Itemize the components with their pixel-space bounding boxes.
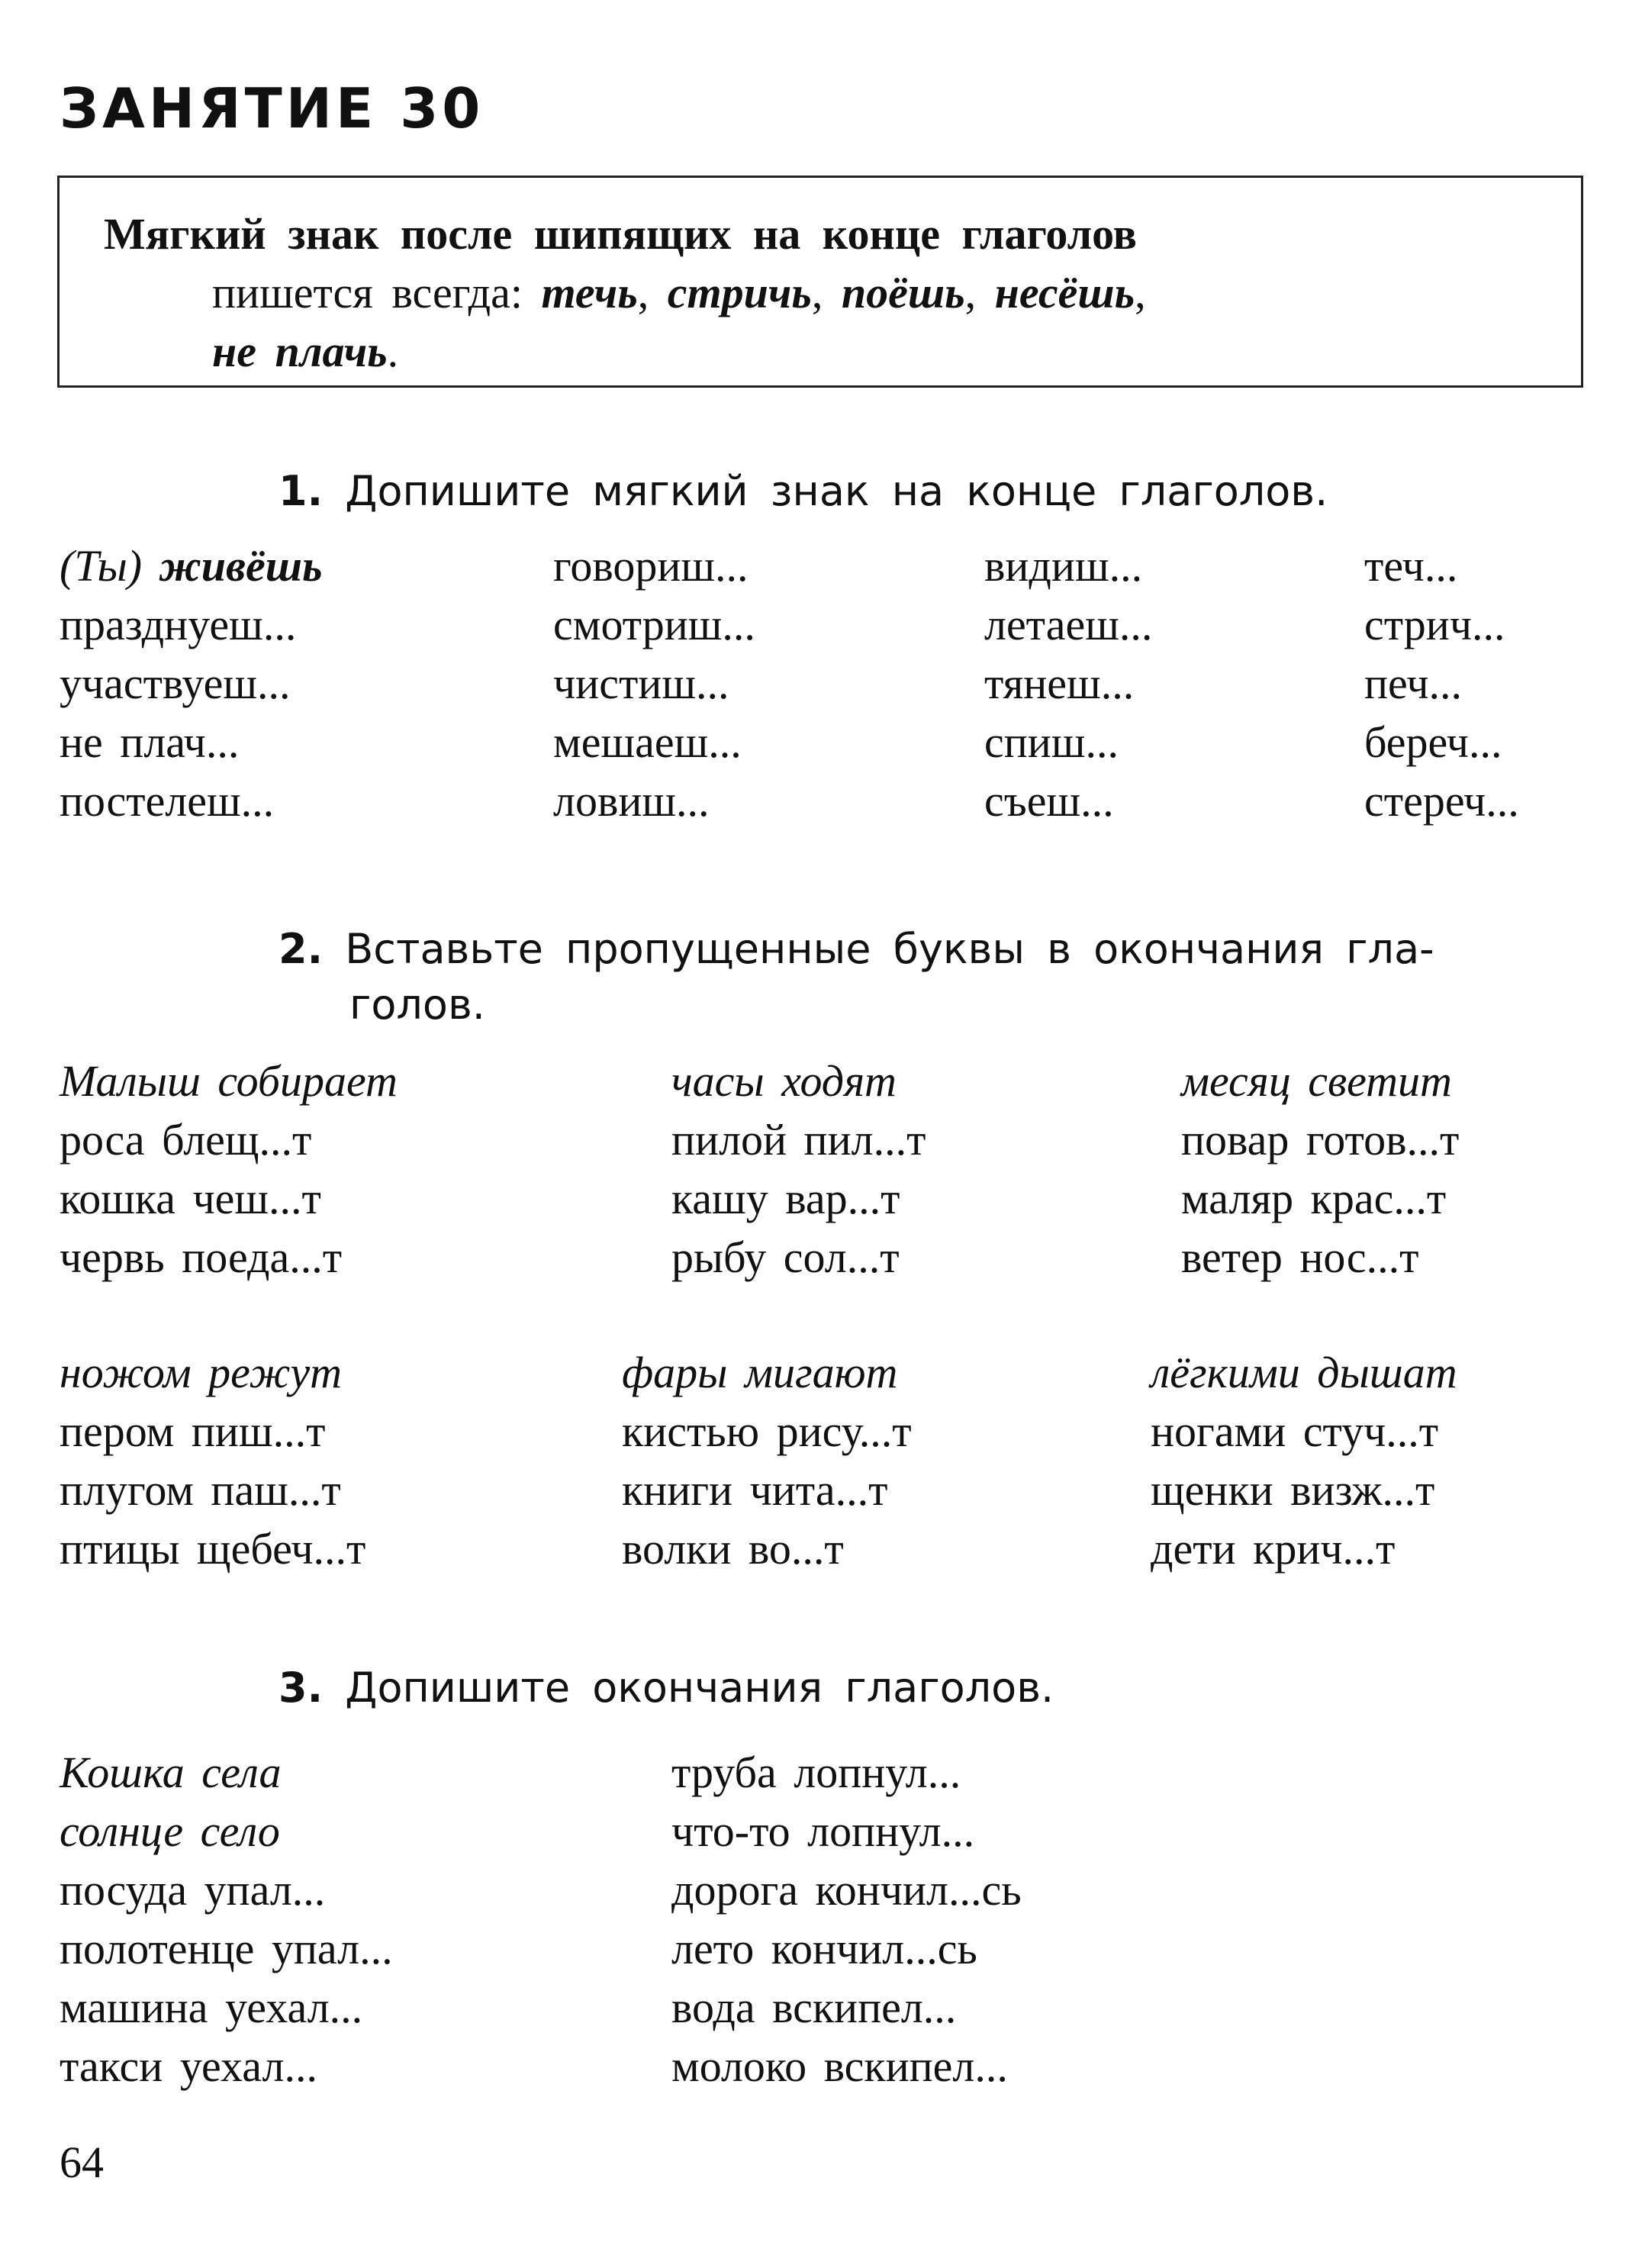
word-item: кашу вар...т (671, 1174, 900, 1223)
exercise-2-block-1-column-1 (60, 1052, 398, 1287)
word-item: молоко вскипел... (671, 2041, 1008, 2091)
word-item: машина уехал... (60, 1983, 363, 2032)
word-item: постелеш... (60, 776, 275, 826)
word-item: теч... (1364, 541, 1458, 591)
exercise-2-block-2-column-1 (60, 1343, 365, 1578)
word-item: стрич... (1364, 600, 1505, 649)
exercise-1-column-4 (1364, 536, 1519, 830)
word-item: лето кончил...сь (671, 1924, 977, 1973)
rule-example: стричь (667, 268, 812, 317)
word-item: маляр крас...т (1181, 1174, 1447, 1223)
rule-separator: , (637, 268, 649, 317)
word-item: роса блещ...т (60, 1115, 312, 1165)
exercise-3-column-1 (60, 1743, 393, 2096)
example-verb: живёшь (159, 541, 323, 591)
exercise-2-block-1-column-2 (671, 1052, 926, 1287)
rule-example: течь (541, 268, 638, 317)
word-item: видиш... (984, 541, 1143, 591)
word-item: кошка чеш...т (60, 1174, 321, 1223)
rule-example: поёшь (841, 268, 965, 317)
exercise-3-column-2 (671, 1743, 1022, 2096)
word-item: вода вскипел... (671, 1983, 957, 2032)
word-item: птицы щебеч...т (60, 1524, 366, 1574)
word-item: ногами стуч...т (1151, 1406, 1439, 1456)
word-item: рыбу сол...т (671, 1232, 900, 1282)
word-item: дети крич...т (1151, 1524, 1396, 1574)
word-item: стереч... (1364, 776, 1519, 826)
word-item: что-то лопнул... (671, 1806, 975, 1856)
example-phrase: часы ходят (671, 1056, 897, 1106)
word-item: говориш... (553, 541, 749, 591)
rule-separator: , (964, 268, 977, 317)
word-item: такси уехал... (60, 2041, 317, 2091)
word-item: летаеш... (984, 600, 1153, 649)
example-phrase: лёгкими дышат (1151, 1348, 1457, 1397)
example-pronoun: (Ты) (60, 541, 143, 591)
word-item: спиш... (984, 717, 1119, 767)
word-item: кистью рису...т (622, 1406, 912, 1456)
exercise-2-block-1-column-3 (1181, 1052, 1459, 1287)
word-item: пером пиш...т (60, 1406, 326, 1456)
word-item: береч... (1364, 717, 1502, 767)
exercise-instruction: Вставьте пропущенные буквы в окончания гла- (345, 925, 1434, 973)
word-item: книги чита...т (622, 1465, 888, 1515)
word-item: тянеш... (984, 659, 1135, 708)
example-phrase: Кошка села (60, 1748, 282, 1797)
exercise-number: 3. (278, 1664, 324, 1712)
example-phrase: солнце село (60, 1806, 280, 1856)
rule-line-1: Мягкий знак после шипящих на конце глаголов (104, 209, 1137, 259)
exercise-2-heading (278, 925, 1434, 973)
word-item: повар готов...т (1181, 1115, 1460, 1165)
exercise-2-block-2-column-3 (1151, 1343, 1457, 1578)
word-item: мешаеш... (553, 717, 742, 767)
rule-separator: , (1135, 268, 1146, 317)
exercise-1-column-1 (60, 595, 296, 830)
lesson-title: ЗАНЯТИЕ 30 (60, 76, 485, 140)
rule-separator: , (811, 268, 823, 317)
word-item: полотенце упал... (60, 1924, 393, 1973)
exercise-instruction: Допишите мягкий знак на конце глаголов. (345, 467, 1328, 515)
word-item: чистиш... (553, 659, 729, 708)
exercise-2-block-2-column-2 (622, 1343, 912, 1578)
word-item: труба лопнул... (671, 1748, 961, 1797)
word-item: посуда упал... (60, 1865, 326, 1915)
word-item: не плач... (60, 717, 240, 767)
exercise-number: 1. (278, 467, 324, 515)
rule-example: не плачь (212, 327, 388, 376)
rule-line-2 (212, 267, 1146, 318)
example-phrase: Малыш собирает (60, 1056, 398, 1106)
rule-example: несёшь (994, 268, 1135, 317)
exercise-1-column-3 (984, 536, 1152, 830)
exercise-1-example (60, 536, 323, 595)
word-item: плугом паш...т (60, 1465, 341, 1515)
word-item: щенки визж...т (1151, 1465, 1435, 1515)
rule-end: . (387, 327, 399, 376)
exercise-3-heading (278, 1664, 1054, 1712)
exercise-2-heading-continued: голов. (349, 981, 485, 1029)
word-item: пилой пил...т (671, 1115, 926, 1165)
word-item: съеш... (984, 776, 1114, 826)
word-item: печ... (1364, 659, 1463, 708)
word-item: ловиш... (553, 776, 710, 826)
word-item: участвуеш... (60, 659, 291, 708)
word-item: волки во...т (622, 1524, 844, 1574)
example-phrase: ножом режут (60, 1348, 343, 1397)
rule-box (57, 176, 1583, 388)
rule-text: пишется всегда: (212, 268, 523, 317)
exercise-instruction: Допишите окончания глаголов. (345, 1664, 1054, 1712)
page-number: 64 (60, 2138, 104, 2187)
word-item: празднуеш... (60, 600, 297, 649)
rule-line-3 (212, 326, 398, 377)
exercise-number: 2. (278, 925, 324, 973)
exercise-1-heading (278, 467, 1328, 515)
word-item: ветер нос...т (1181, 1232, 1419, 1282)
word-item: червь поеда...т (60, 1232, 343, 1282)
exercise-1-column-2 (553, 536, 755, 830)
word-item: дорога кончил...сь (671, 1865, 1022, 1915)
example-phrase: фары мигают (622, 1348, 898, 1397)
word-item: смотриш... (553, 600, 755, 649)
example-phrase: месяц светит (1181, 1056, 1452, 1106)
